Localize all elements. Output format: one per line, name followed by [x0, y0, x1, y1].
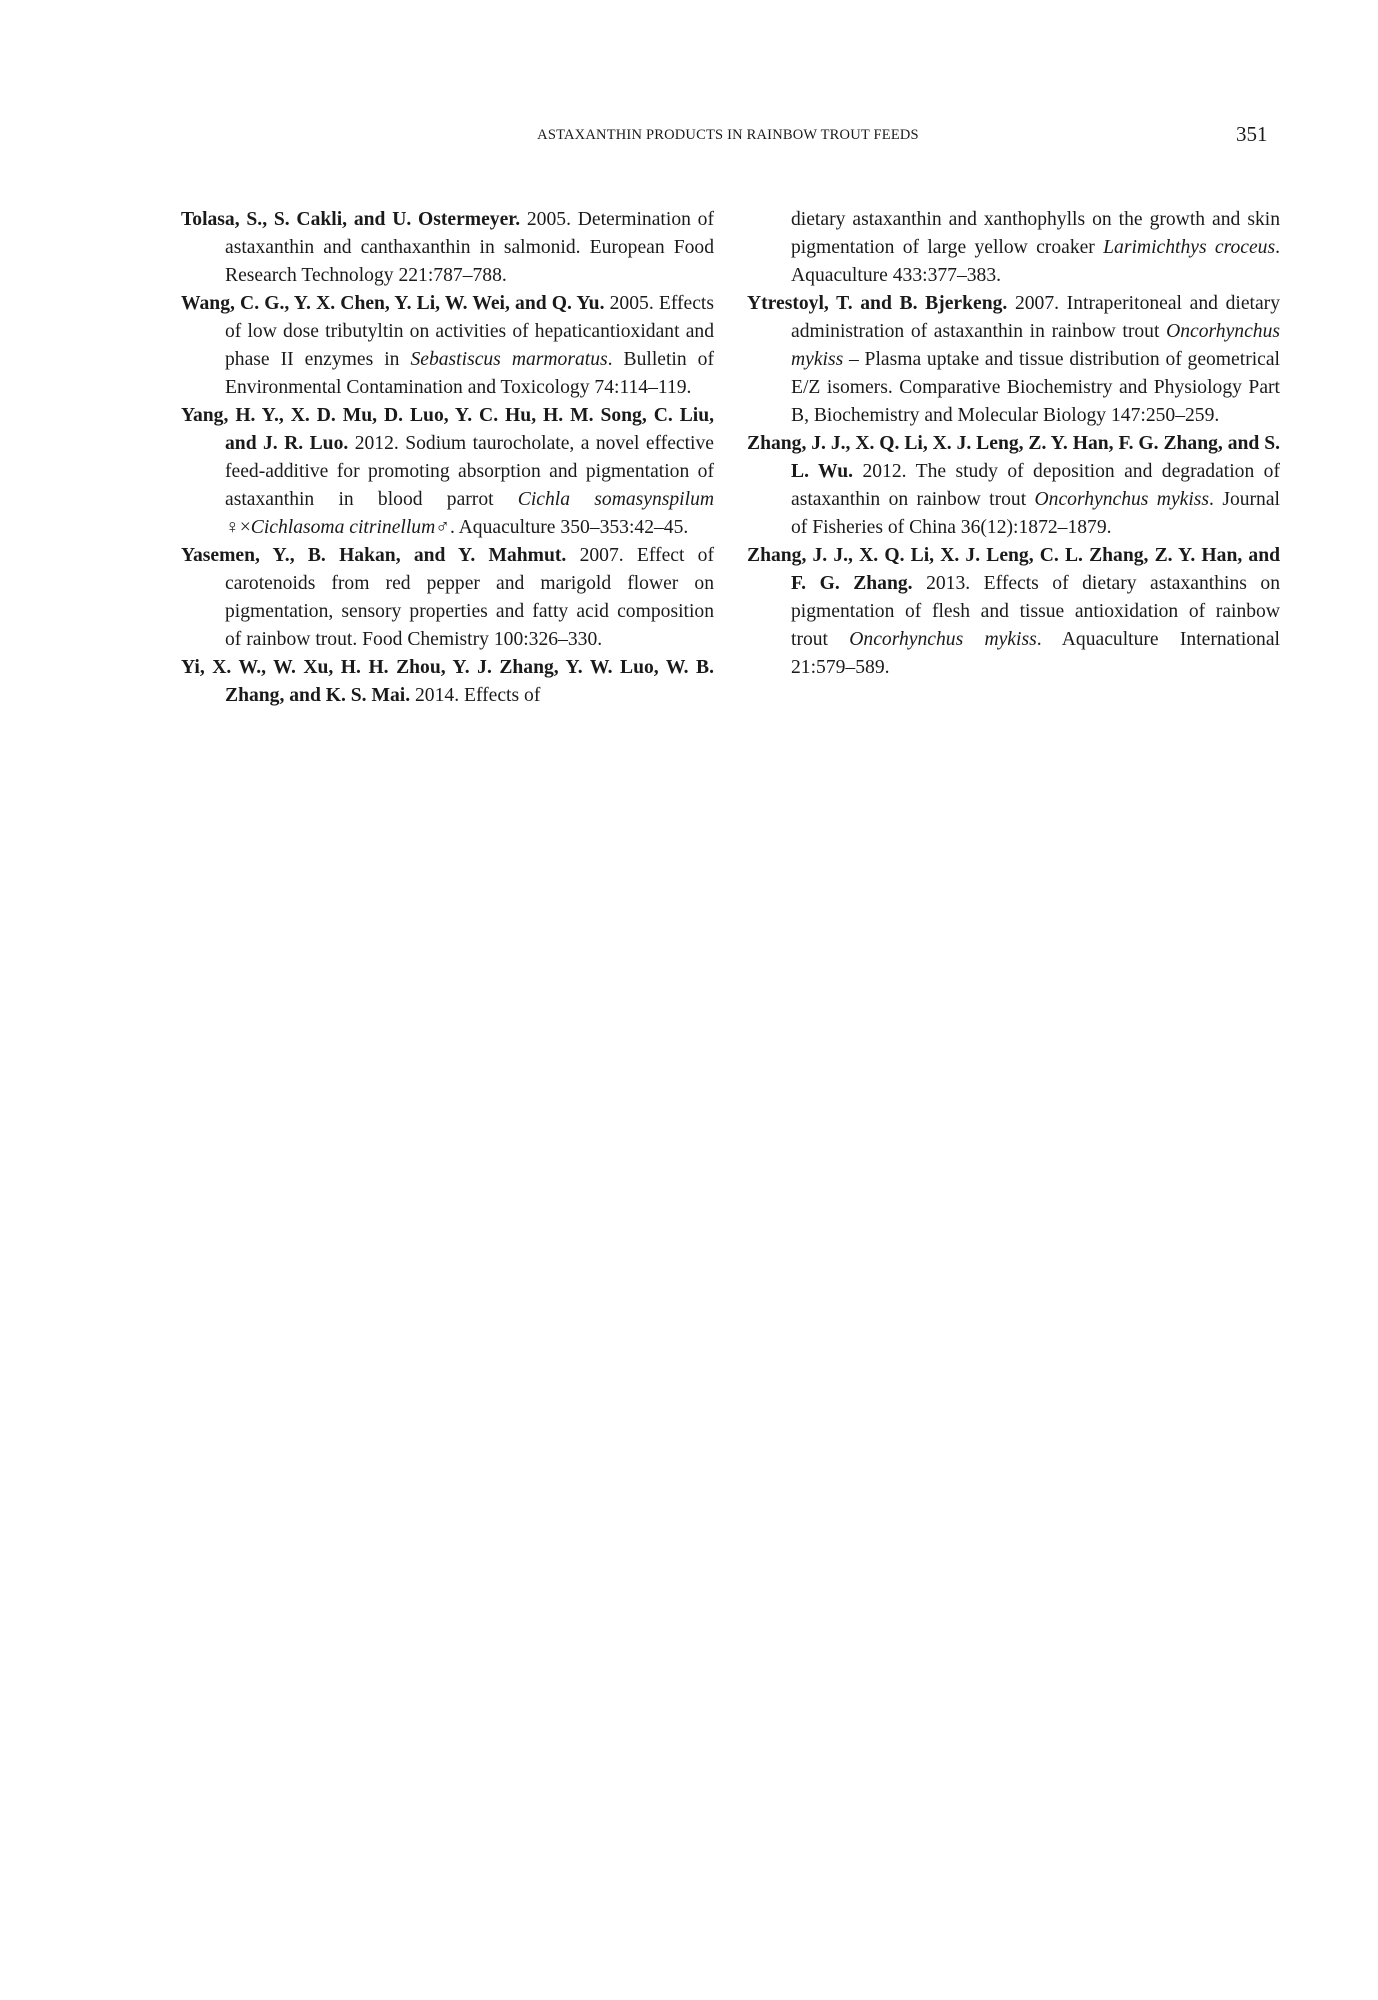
reference-authors: Tolasa, S., S. Cakli, and U. Ostermeyer.	[181, 209, 521, 230]
reference-column-right	[747, 206, 1280, 682]
reference-yi	[181, 654, 714, 710]
species-name: Cichla somasynspilum	[517, 489, 715, 510]
species-name: Larimichthys croceus	[1103, 237, 1276, 258]
reference-authors: Zhang, J. J., X. Q. Li, X. J. Leng, Z. Y. Han, F. G. Zhang, and S. L. Wu.	[747, 433, 1280, 482]
species-name: Sebastiscus marmoratus	[410, 349, 608, 370]
reference-authors: Yang, H. Y., X. D. Mu, D. Luo, Y. C. Hu, H. M. Song, C. Liu, and J. R. Luo.	[181, 405, 714, 454]
reference-ytrestoyl	[747, 290, 1280, 430]
reference-tolasa	[181, 206, 714, 290]
reference-text: dietary astaxanthin and xanthophylls on the growth and skin pigmentation of large yellow croaker	[791, 209, 1280, 258]
reference-text: 2012. Sodium taurocholate, a novel effective feed-additive for promoting absorption and pigmentation of astaxanthin in blood parrot	[225, 433, 714, 510]
reference-authors: Yasemen, Y., B. Hakan, and Y. Mahmut.	[181, 545, 567, 566]
reference-yi-continuation	[747, 206, 1280, 290]
reference-text: . Journal of Fisheries of China 36(12):1872–1879.	[791, 489, 1280, 538]
reference-zhang-2012	[747, 430, 1280, 542]
reference-text: ♀×	[225, 517, 251, 538]
reference-text: 2014. Effects of	[410, 685, 541, 706]
reference-yang	[181, 402, 714, 542]
reference-text: . Aquaculture International 21:579–589.	[791, 629, 1280, 678]
reference-wang	[181, 290, 714, 402]
reference-text: . Bulletin of Environmental Contamination and Toxicology 74:114–119.	[225, 349, 714, 398]
reference-text: . Aquaculture 433:377–383.	[791, 237, 1280, 286]
reference-authors: Ytrestoyl, T. and B. Bjerkeng.	[747, 293, 1008, 314]
reference-text: ♂. Aquaculture 350–353:42–45.	[435, 517, 689, 538]
reference-authors: Zhang, J. J., X. Q. Li, X. J. Leng, C. L. Zhang, Z. Y. Han, and F. G. Zhang.	[747, 545, 1280, 594]
species-name: Oncorhynchus mykiss	[849, 629, 1037, 650]
reference-text: 2007. Effect of carotenoids from red pepper and marigold flower on pigmentation, sensory properties and fatty acid composition of rainbow trout. Food Chemistry 100:326–330.	[225, 545, 714, 650]
reference-text: 2013. Effects of dietary astaxanthins on pigmentation of flesh and tissue antioxidation of rainbow trout	[791, 573, 1280, 650]
running-head: ASTAXANTHIN PRODUCTS IN RAINBOW TROUT FEEDS	[537, 127, 919, 143]
reference-text: 2012. The study of deposition and degradation of astaxanthin on rainbow trout	[791, 461, 1281, 510]
reference-text: 2007. Intraperitoneal and dietary administration of astaxanthin in rainbow trout	[791, 293, 1280, 342]
reference-yasemen	[181, 542, 714, 654]
reference-text: 2005. Determination of astaxanthin and canthaxanthin in salmonid. European Food Research Technology 221:787–788.	[225, 209, 714, 286]
reference-text: – Plasma uptake and tissue distribution of geometrical E/Z isomers. Comparative Biochemistry and Physiology Part B, Biochemistry and Molecular Biology 147:250–259.	[791, 349, 1280, 426]
species-name: Cichlasoma citrinellum	[250, 517, 436, 538]
reference-text: 2005. Effects of low dose tributyltin on activities of hepaticantioxidant and phase II enzymes in	[225, 293, 714, 370]
reference-zhang-2013	[747, 542, 1280, 682]
reference-column-left	[181, 206, 714, 710]
species-name: Oncorhynchus mykiss	[791, 321, 1280, 370]
species-name: Oncorhynchus mykiss	[1034, 489, 1210, 510]
reference-authors: Wang, C. G., Y. X. Chen, Y. Li, W. Wei, and Q. Yu.	[181, 293, 605, 314]
page-number: 351	[1236, 122, 1268, 146]
reference-authors: Yi, X. W., W. Xu, H. H. Zhou, Y. J. Zhang, Y. W. Luo, W. B. Zhang, and K. S. Mai.	[181, 657, 714, 706]
